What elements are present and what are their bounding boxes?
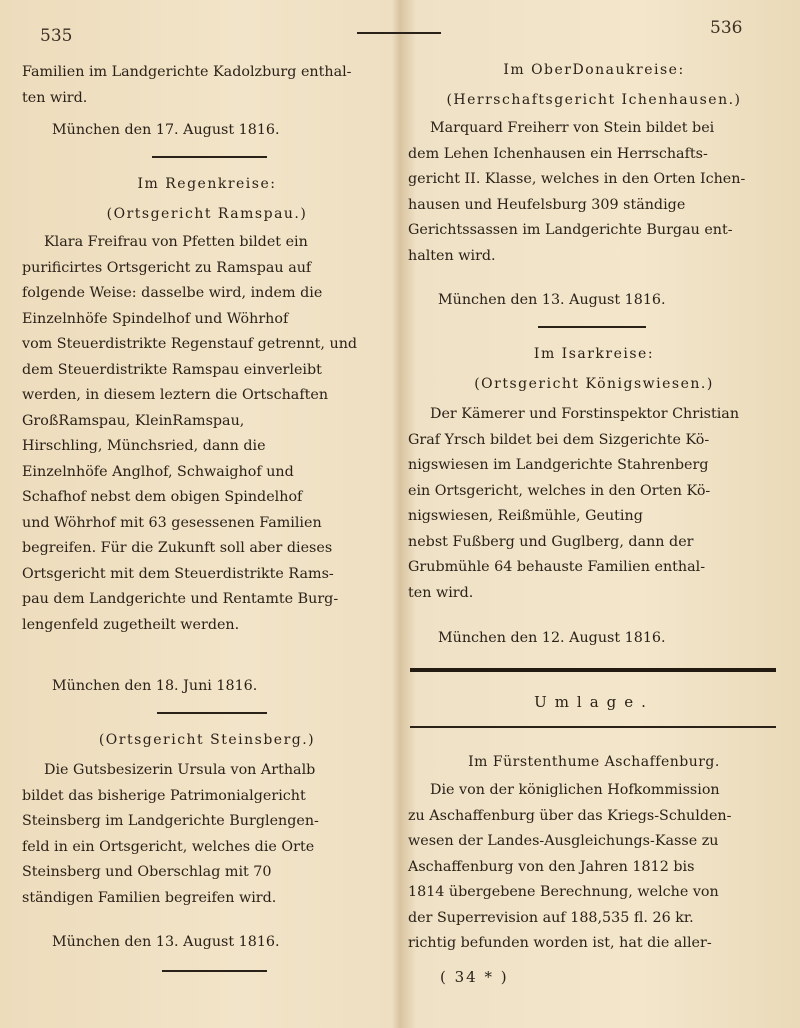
text-line: bildet das bisherige Patrimonialgericht [22,787,306,804]
text-line: lengenfeld zugetheilt werden. [22,616,240,633]
right-page-number: 536 [710,18,743,38]
text-line: Einzelnhöfe Spindelhof und Wöhrhof [22,310,289,327]
text-line: Steinsberg im Landgerichte Burglengen- [22,813,319,829]
text-line: Gerichtssassen im Landgerichte Burgau ent- [408,222,733,238]
district-heading: Im Isarkreise: [533,346,655,362]
court-subheading: (Herrschaftsgericht Ichenhausen.) [446,92,742,108]
district-heading: Im OberDonaukreise: [503,62,685,78]
text-line: GroßRamspau, KleinRamspau, [22,412,245,429]
date-line: München den 18. Juni 1816. [52,678,258,694]
paragraph-ichenhausen [408,116,770,269]
text-line: nigswiesen, Reißmühle, Geuting [408,508,643,524]
text-line: folgende Weise: dasselbe wird, indem die [22,285,323,301]
district-heading: Im Regenkreise: [137,176,277,192]
text-line: Ortsgericht mit dem Steuerdistrikte Rams- [22,565,334,582]
text-line: ten wird. [22,89,88,106]
text-line: Die Gutsbesizerin Ursula von Arthalb [44,762,316,778]
text-line: ten wird. [408,584,474,601]
text-line: Aschaffenburg von den Jahren 1812 bis [408,858,695,875]
text-line: feld in ein Ortsgericht, welches die Orte [22,838,315,855]
section-rule [162,970,267,972]
text-line: ständigen Familien begreifen wird. [22,889,277,906]
date-line: München den 12. August 1816. [438,630,666,646]
text-line: zu Aschaffenburg über das Kriegs-Schulden- [408,807,732,824]
date-line: München den 13. August 1816. [438,292,666,308]
text-line: Marquard Freiherr von Stein bildet bei [430,120,715,136]
text-line: der Superrevision auf 188,535 fl. 26 kr. [408,909,694,926]
text-line: Einzelnhöfe Anglhof, Schwaighof und [22,463,294,480]
text-line: und Wöhrhof mit 63 gesessenen Familien [22,514,322,531]
date-line: München den 13. August 1816. [52,934,280,950]
section-title: Umlage. [534,693,654,711]
text-line: Die von der königlichen Hofkommission [430,782,720,798]
text-line: Graf Yrsch bildet bei dem Sizgerichte Kö- [408,431,710,448]
paragraph-steinsberg [22,758,382,911]
continuation-text [22,60,392,111]
section-rule [538,326,646,328]
text-line: werden, in diesem leztern die Ortschaften [22,387,329,403]
text-line: gericht II. Klasse, welches in den Orten Ichen- [408,171,746,187]
text-line: dem Lehen Ichenhausen ein Herrschafts- [408,145,708,162]
signature-mark: ( 34 * ) [440,968,509,986]
text-line: Schafhof nebst dem obigen Spindelhof [22,489,303,505]
text-line: pau dem Landgerichte und Rentamte Burg- [22,591,339,607]
paragraph-koenigswiesen [408,402,770,606]
court-subheading: (Ortsgericht Ramspau.) [106,206,308,222]
district-heading: Im Fürstenthume Aschaffenburg. [468,754,720,770]
section-rule [410,726,776,728]
text-line: richtig befunden worden ist, hat die aller- [408,935,712,951]
text-line: wesen der Landes-Ausgleichungs-Kasse zu [408,833,719,849]
text-line: ein Ortsgericht, welches in den Orten Kö- [408,482,711,499]
text-line: hausen und Heufelsburg 309 ständige [408,196,686,213]
text-line: 1814 übergebene Berechnung, welche von [408,884,719,900]
text-line: vom Steuerdistrikte Regenstauf getrennt, und [22,336,358,352]
text-line: nigswiesen im Landgerichte Stahrenberg [408,457,709,473]
text-line: purificirtes Ortsgericht zu Ramspau auf [22,259,312,276]
text-line: begreifen. Für die Zukunft soll aber dieses [22,540,333,556]
paragraph-ramspau [22,230,382,638]
text-line: Hirschling, Münchsried, dann die [22,438,266,454]
text-line: Steinsberg und Oberschlag mit 70 [22,864,272,880]
text-line: halten wird. [408,247,496,264]
text-line: Klara Freifrau von Pfetten bildet ein [44,234,308,250]
section-rule [157,712,267,714]
section-divider [410,668,776,672]
paragraph-aschaffenburg [408,778,770,957]
court-subheading: (Ortsgericht Königswiesen.) [474,376,714,392]
text-line: Der Kämerer und Forstinspektor Christian [430,406,740,422]
text-line: Grubmühle 64 behauste Familien enthal- [408,559,706,575]
text-line: dem Steuerdistrikte Ramspau einverleibt [22,361,322,378]
court-subheading: (Ortsgericht Steinsberg.) [98,732,316,748]
text-line: nebst Fußberg und Guglberg, dann der [408,533,694,550]
left-page-number: 535 [40,26,73,46]
top-rule [357,32,441,34]
text-line: Familien im Landgerichte Kadolzburg enthal- [22,64,352,80]
date-line: München den 17. August 1816. [52,122,280,138]
section-rule [152,156,267,158]
